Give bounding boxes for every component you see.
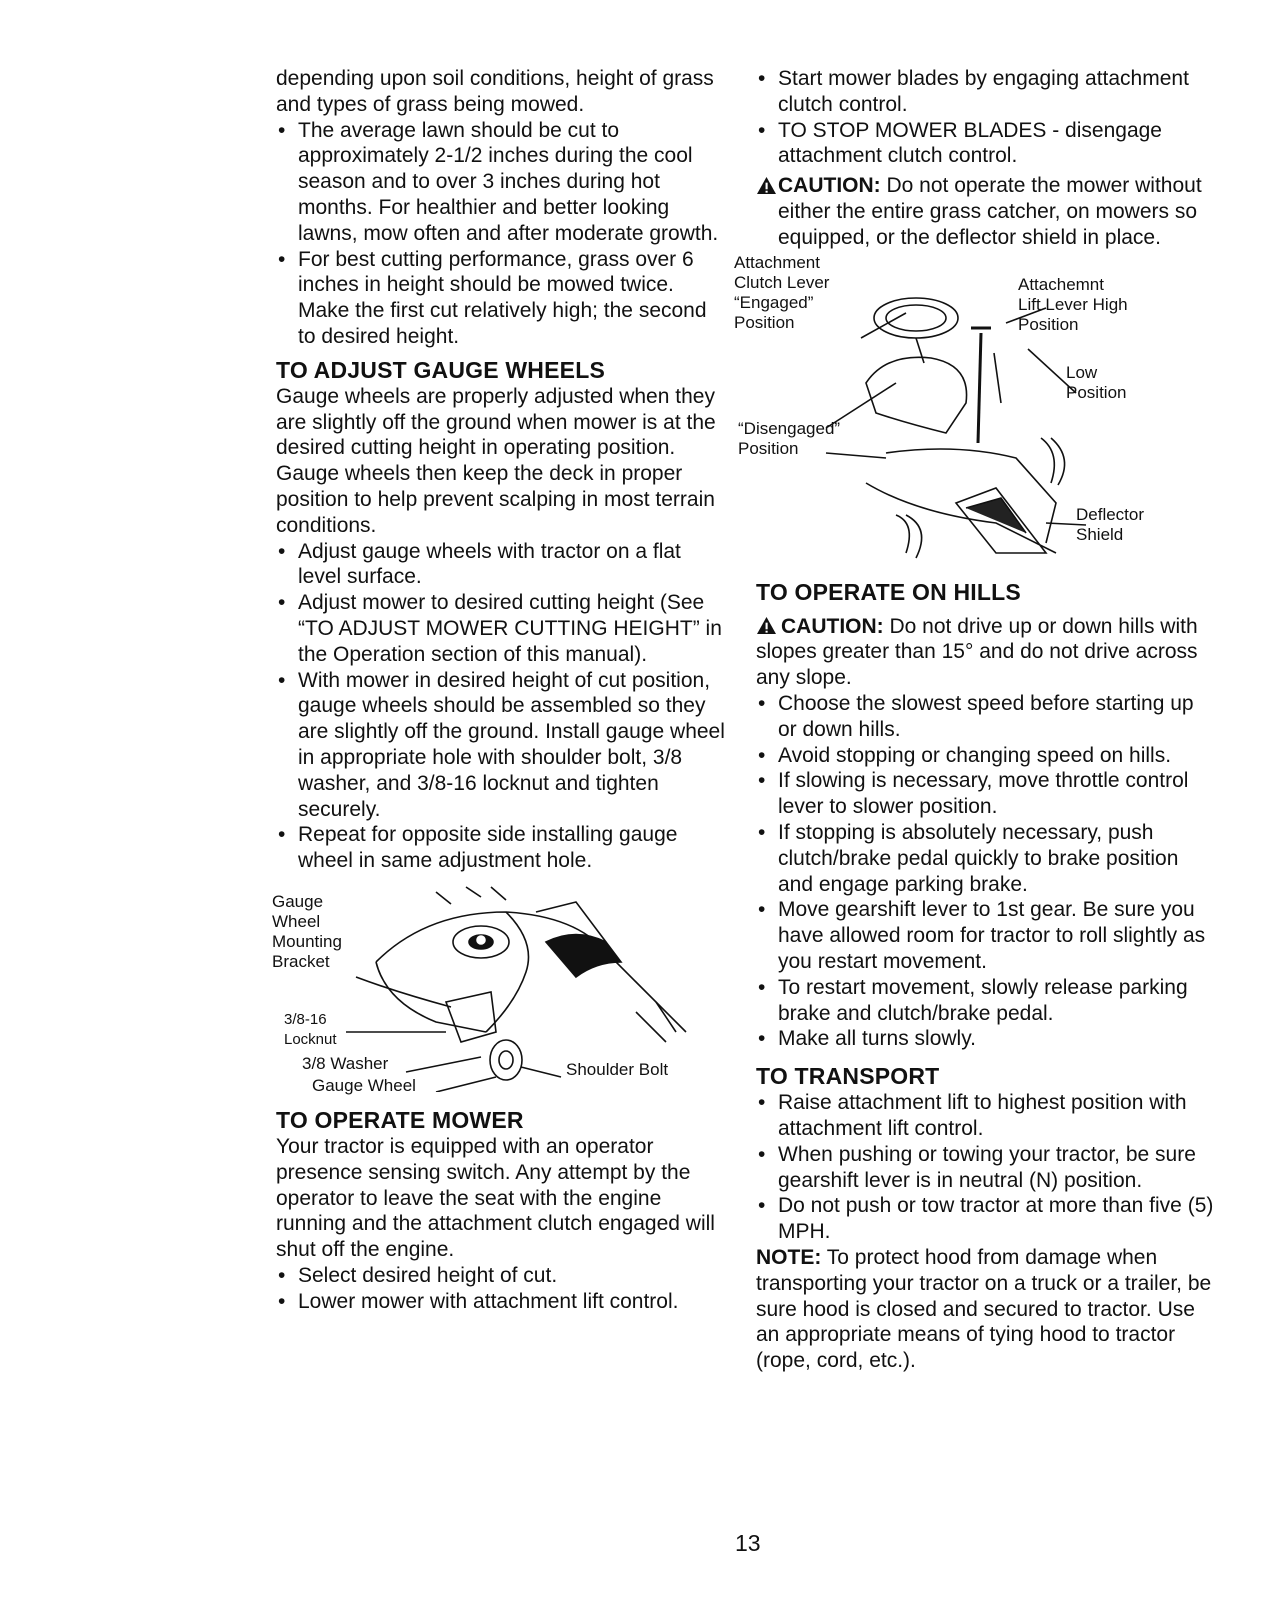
list-item: • Move gearshift lever to 1st gear. Be sure you have allowed room for tractor to roll slightly as you restart movement. (756, 897, 1216, 974)
warning-icon (756, 176, 777, 195)
list-item: • To restart movement, slowly release parking brake and clutch/brake pedal. (756, 975, 1216, 1027)
caution-label: CAUTION: (778, 174, 881, 198)
list-item: • Select desired height of cut. (276, 1263, 726, 1289)
section-heading-hills: TO OPERATE ON HILLS (756, 578, 1021, 605)
label-shoulder-bolt: Shoulder Bolt (566, 1059, 669, 1079)
gauge-steps-list (276, 539, 726, 874)
section-heading-operate-mower: TO OPERATE MOWER (276, 1106, 524, 1133)
operate-steps-list-continued (756, 66, 1216, 169)
tractor-lever-figure (734, 252, 1216, 568)
label-locknut: 3/8-16 Locknut (284, 1010, 337, 1048)
list-item: • Raise attachment lift to highest position with attachment lift control. (756, 1090, 1216, 1142)
caution-text: Do not operate the mower without either the entire grass catcher, on mowers so equipped, or the deflector shield in place. (778, 174, 1202, 249)
label-deflector-shield: Deflector Shield (1076, 504, 1145, 544)
list-item: • Do not push or tow tractor at more than five (5) MPH. (756, 1193, 1216, 1245)
list-item: • Avoid stopping or changing speed on hills. (756, 743, 1216, 769)
list-item: • If slowing is necessary, move throttle control lever to slower position. (756, 768, 1216, 820)
label-washer: 3/8 Washer (302, 1053, 389, 1073)
label-gauge-wheel: Gauge Wheel (312, 1075, 416, 1095)
list-item: • Adjust gauge wheels with tractor on a flat level surface. (276, 539, 726, 591)
mowing-tips-list (276, 118, 726, 350)
label-lift-high: Attachemnt Lift Lever High Position (1018, 274, 1128, 334)
list-item: • Repeat for opposite side installing gauge wheel in same adjustment hole. (276, 822, 726, 874)
label-low-position: Low Position (1066, 362, 1127, 402)
label-gauge-wheel-mounting-bracket: Gauge Wheel Mounting Bracket (272, 891, 342, 971)
list-item: • Make all turns slowly. (756, 1026, 1216, 1052)
list-item: • Lower mower with attachment lift control. (276, 1289, 726, 1315)
operate-steps-list (276, 1263, 726, 1315)
list-item: • The average lawn should be cut to approximately 2-1/2 inches during the cool season and to over 3 inches during hot months. For healthier and better looking lawns, mow often and after moderate growth. (276, 118, 726, 247)
operate-intro: Your tractor is equipped with an operator presence sensing switch. Any attempt by the operator to leave the seat with the engine running and the attachment clutch engaged will shut off the engine. (276, 1134, 715, 1262)
note-text: To protect hood from damage when transporting your tractor on a truck or a trailer, be sure hood is closed and secured to tractor. Use an appropriate means of tying hood to tractor (rope, cord, etc.). (756, 1245, 1212, 1373)
caution-hills (756, 614, 1216, 691)
caution-grass-catcher (756, 173, 1216, 250)
gauge-intro: Gauge wheels are properly adjusted when they are slightly off the ground when mower is at the desired cutting height in operating position. Gauge wheels then keep the deck in proper position to help prevent scalping in most terrain conditions. (276, 384, 716, 537)
list-item: • Adjust mower to desired cutting height (See “TO ADJUST MOWER CUTTING HEIGHT” in the Operation section of this manual). (276, 590, 726, 667)
list-item: • With mower in desired height of cut position, gauge wheels should be assembled so they are slightly off the ground. Install gauge wheel in appropriate hole with shoulder bolt, 3/8 washer, and 3/8-16 locknut and tighten securely. (276, 668, 726, 823)
page-number: 13 (735, 1530, 761, 1556)
list-item: • Start mower blades by engaging attachment clutch control. (756, 66, 1216, 118)
list-item: • Choose the slowest speed before starting up or down hills. (756, 691, 1216, 743)
label-clutch-engaged: Attachment Clutch Lever “Engaged” Position (734, 252, 830, 332)
label-disengaged: “Disengaged” Position (738, 418, 841, 458)
gauge-wheel-figure (272, 882, 726, 1095)
section-heading-gauge-wheels: TO ADJUST GAUGE WHEELS (276, 356, 605, 383)
caution-label: CAUTION: (781, 614, 884, 638)
warning-icon (756, 616, 777, 635)
note-label: NOTE: (756, 1245, 822, 1269)
right-column (734, 66, 1216, 1374)
list-item: • When pushing or towing your tractor, be sure gearshift lever is in neutral (N) position. (756, 1142, 1216, 1194)
caution-text: Do not drive up or down hills with slopes greater than 15° and do not drive across any slope. (756, 614, 1198, 690)
list-item: • For best cutting performance, grass over 6 inches in height should be mowed twice. Make the first cut relatively high; the second to desired height. (276, 247, 726, 350)
transport-steps-list (756, 1090, 1216, 1245)
section-heading-transport: TO TRANSPORT (756, 1063, 940, 1090)
hills-steps-list (756, 691, 1216, 1052)
list-item: • If stopping is absolutely necessary, push clutch/brake pedal quickly to brake position and engage parking brake. (756, 820, 1216, 897)
intro-continuation: depending upon soil conditions, height of grass and types of grass being mowed. (276, 67, 714, 116)
list-item: • TO STOP MOWER BLADES - disengage attachment clutch control. (756, 118, 1216, 170)
left-column (272, 66, 726, 1314)
transport-note (756, 1245, 1216, 1374)
